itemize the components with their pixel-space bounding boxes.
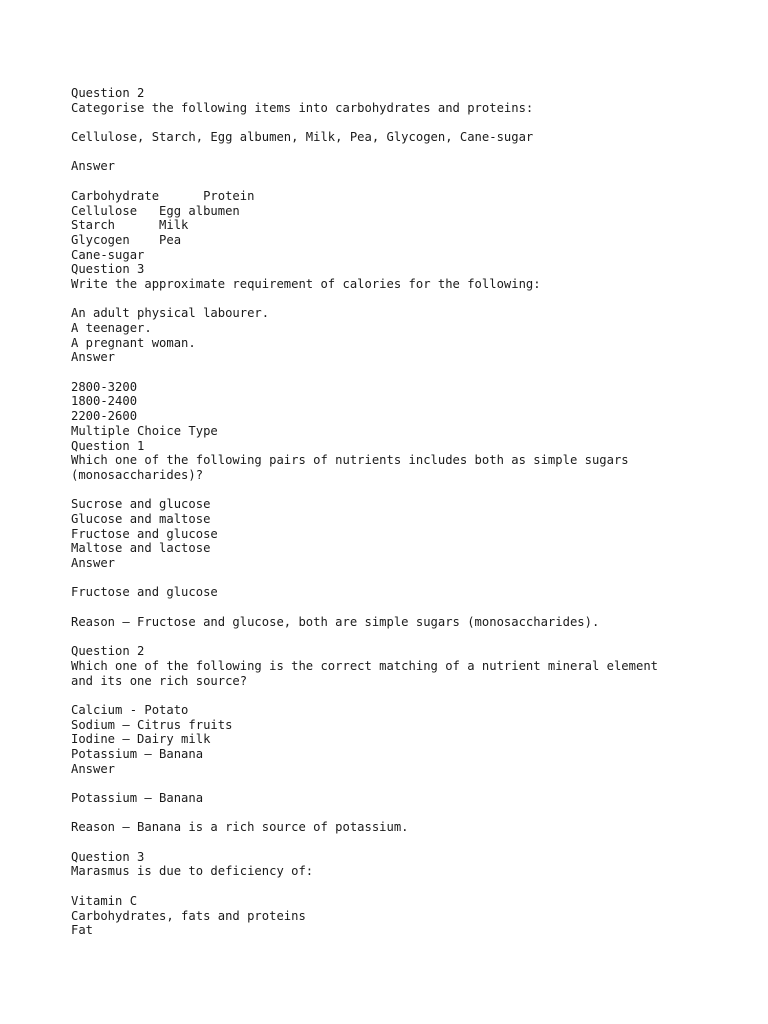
option-item: Fructose and glucose (71, 526, 218, 541)
items-list: Cellulose, Starch, Egg albumen, Milk, Pea, Glycogen, Cane-sugar (71, 130, 534, 145)
list-item: 2800-3200 (71, 379, 138, 394)
option-item: Maltose and lactose (71, 541, 211, 556)
table-row: Glycogen Pea (71, 232, 182, 247)
answer-text: Fructose and glucose (71, 585, 218, 600)
question-3-heading: Question 3 (71, 262, 145, 277)
mcq-1-prompt: Which one of the following pairs of nutrients includes both as simple sugars (71, 453, 629, 468)
option-item: Glucose and maltose (71, 511, 211, 526)
mcq-1-heading: Question 1 (71, 438, 145, 453)
document-text (71, 86, 658, 938)
mcq-2-heading: Question 2 (71, 644, 145, 659)
option-item: Fat (71, 923, 94, 938)
table-row: Cellulose Egg albumen (71, 203, 240, 218)
list-item: A pregnant woman. (71, 335, 196, 350)
mcq-1-prompt-cont: (monosaccharides)? (71, 467, 204, 482)
section-heading: Multiple Choice Type (71, 423, 218, 438)
mcq-3-prompt: Marasmus is due to deficiency of: (71, 864, 314, 879)
mcq-2-prompt-cont: and its one rich source? (71, 673, 248, 688)
list-item: A teenager. (71, 321, 152, 335)
option-item: Calcium - Potato (71, 702, 189, 717)
list-item: An adult physical labourer. (71, 306, 270, 321)
blank-line (71, 600, 658, 615)
blank-line (71, 483, 658, 498)
option-item: Sucrose and glucose (71, 497, 211, 512)
option-item: Iodine – Dairy milk (71, 732, 211, 747)
answer-label: Answer (71, 350, 116, 365)
mcq-2-prompt: Which one of the following is the correct matching of a nutrient mineral element (71, 658, 658, 673)
reason-text: Reason — Banana is a rich source of potassium. (71, 820, 409, 835)
list-item: 2200-2600 (71, 409, 138, 424)
question-2-prompt: Categorise the following items into carbohydrates and proteins: (71, 100, 534, 115)
blank-line (71, 174, 658, 189)
question-3-prompt: Write the approximate requirement of calories for the following: (71, 276, 541, 291)
answer-label: Answer (71, 556, 116, 570)
blank-line (71, 365, 658, 380)
answer-label: Answer (71, 761, 116, 776)
blank-line (71, 879, 658, 894)
blank-line (71, 145, 658, 160)
blank-line (71, 688, 658, 703)
option-item: Sodium – Citrus fruits (71, 717, 233, 732)
blank-line (71, 292, 658, 307)
option-item: Carbohydrates, fats and proteins (71, 908, 306, 923)
option-item: Vitamin C (71, 893, 138, 908)
mcq-3-heading: Question 3 (71, 849, 145, 864)
table-header: Carbohydrate Protein (71, 188, 255, 203)
blank-line (71, 571, 658, 586)
question-2-heading: Question 2 (71, 86, 145, 100)
blank-line (71, 776, 658, 791)
list-item: 1800-2400 (71, 394, 138, 409)
table-row: Cane-sugar (71, 247, 145, 262)
option-item: Potassium – Banana (71, 746, 204, 761)
blank-line (71, 835, 658, 850)
answer-label: Answer (71, 159, 116, 174)
answer-text: Potassium – Banana (71, 791, 204, 805)
table-row: Starch Milk (71, 218, 189, 233)
reason-text: Reason — Fructose and glucose, both are simple sugars (monosaccharides). (71, 614, 600, 629)
blank-line (71, 806, 658, 821)
blank-line (71, 629, 658, 644)
blank-line (71, 115, 658, 130)
